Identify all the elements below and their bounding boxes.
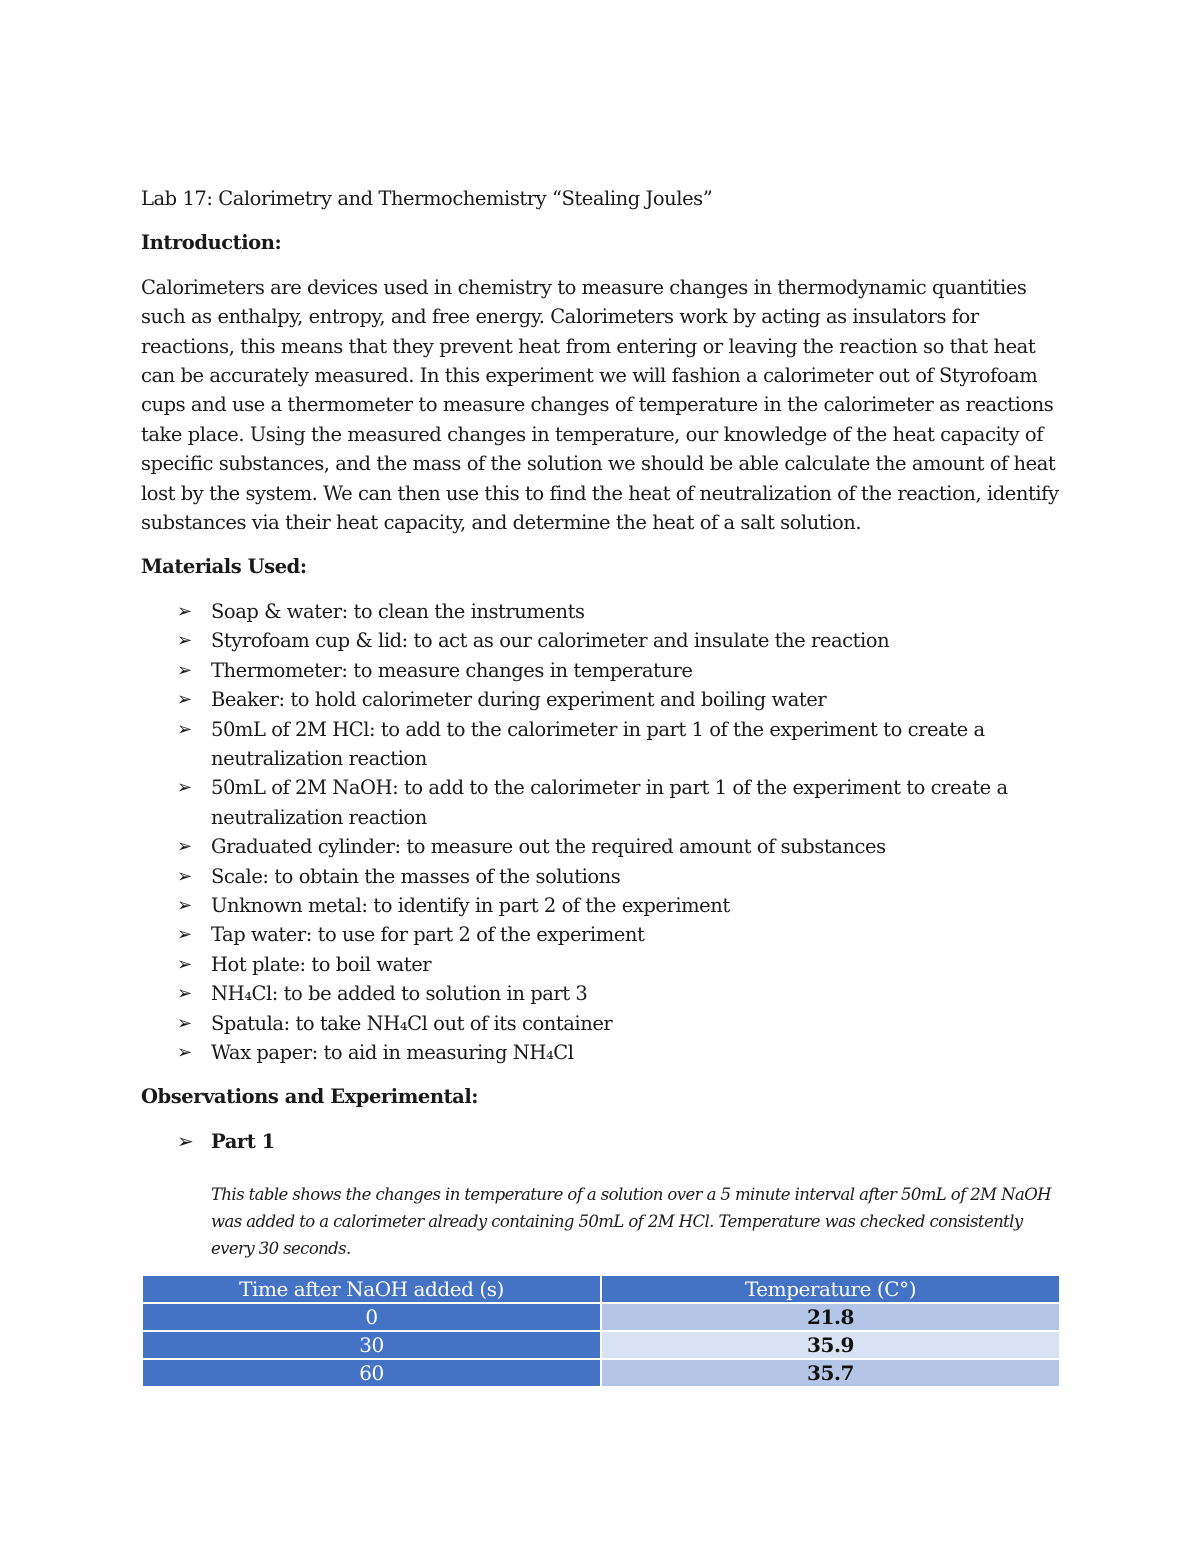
list-item: ➢ Wax paper: to aid in measuring NH₄Cl (141, 1038, 1061, 1067)
time-cell: 0 (143, 1303, 601, 1331)
materials-heading: Materials Used: (141, 555, 307, 579)
time-cell: 30 (143, 1331, 601, 1359)
list-item: ➢ Hot plate: to boil water (141, 950, 1061, 979)
arrow-bullet-icon: ➢ (177, 689, 192, 711)
arrow-bullet-icon: ➢ (177, 718, 192, 740)
list-item: ➢ Unknown metal: to identify in part 2 of the experiment (141, 891, 1061, 920)
list-item: ➢ Tap water: to use for part 2 of the experiment (141, 920, 1061, 949)
introduction-paragraph: Calorimeters are devices used in chemistry to measure changes in thermodynamic quantities such as enthalpy, entropy, and free energy. Calorimeters work by acting as insulators for reactions, this means that they prevent heat from entering or leaving the reaction so that heat can be accurately measured. In this experiment we will fashion a calorimeter out of Styrofoam cups and use a thermometer to measure changes of temperature in the calorimeter as reactions take place. Using the measured changes in temperature, our knowledge of the heat capacity of specific substances, and the mass of the solution we should be able calculate the amount of heat lost by the system. We can then use this to find the heat of neutralization of the reaction, identify substances via their heat capacity, and determine the heat of a salt solution. (141, 275, 1059, 535)
list-item: ➢ NH₄Cl: to be added to solution in part 3 (141, 979, 1061, 1008)
temperature-cell: 35.9 (601, 1331, 1059, 1359)
arrow-bullet-icon: ➢ (177, 659, 192, 681)
arrow-bullet-icon: ➢ (177, 836, 192, 858)
arrow-bullet-icon: ➢ (177, 777, 192, 799)
arrow-bullet-icon: ➢ (177, 924, 192, 946)
introduction-heading: Introduction: (141, 231, 282, 255)
list-item: ➢ 50mL of 2M NaOH: to add to the calorimeter in part 1 of the experiment to create a neutralization reaction (141, 773, 1061, 832)
arrow-bullet-icon: ➢ (177, 983, 192, 1005)
temperature-cell: 21.8 (601, 1303, 1059, 1331)
part-1-heading: ➢ Part 1 (141, 1127, 1061, 1156)
table-row (143, 1359, 1059, 1386)
column-header-time: Time after NaOH added (s) (143, 1275, 601, 1303)
temperature-table (143, 1274, 1059, 1386)
temperature-cell: 35.7 (601, 1359, 1059, 1386)
arrow-bullet-icon: ➢ (177, 630, 192, 652)
table-row (143, 1303, 1059, 1331)
lab-title: Lab 17: Calorimetry and Thermochemistry “Stealing Joules” (141, 187, 713, 210)
arrow-bullet-icon: ➢ (177, 600, 192, 622)
list-item: ➢ Scale: to obtain the masses of the solutions (141, 862, 1061, 891)
document-body (141, 184, 1061, 1386)
arrow-bullet-icon: ➢ (177, 1012, 192, 1034)
arrow-bullet-icon: ➢ (177, 1128, 194, 1153)
materials-list (141, 597, 1061, 1068)
observations-heading: Observations and Experimental: (141, 1085, 479, 1109)
list-item: ➢ Spatula: to take NH₄Cl out of its container (141, 1009, 1061, 1038)
list-item: ➢ 50mL of 2M HCl: to add to the calorimeter in part 1 of the experiment to create a neutralization reaction (141, 715, 1061, 774)
table-row (143, 1331, 1059, 1359)
arrow-bullet-icon: ➢ (177, 953, 192, 975)
list-item: ➢ Beaker: to hold calorimeter during experiment and boiling water (141, 685, 1061, 714)
list-item: ➢ Styrofoam cup & lid: to act as our calorimeter and insulate the reaction (141, 626, 1061, 655)
arrow-bullet-icon: ➢ (177, 865, 192, 887)
column-header-temperature: Temperature (C°) (601, 1275, 1059, 1303)
table-caption: This table shows the changes in temperature of a solution over a 5 minute interval after 50mL of 2M NaOH was added to a calorimeter already containing 50mL of 2M HCl. Temperature was checked consistently every 30 seconds. (211, 1185, 1051, 1259)
list-item: ➢ Soap & water: to clean the instruments (141, 597, 1061, 626)
time-cell: 60 (143, 1359, 601, 1386)
arrow-bullet-icon: ➢ (177, 894, 192, 916)
table-header-row (143, 1275, 1059, 1303)
list-item: ➢ Thermometer: to measure changes in temperature (141, 656, 1061, 685)
list-item: ➢ Graduated cylinder: to measure out the required amount of substances (141, 832, 1061, 861)
arrow-bullet-icon: ➢ (177, 1041, 192, 1063)
